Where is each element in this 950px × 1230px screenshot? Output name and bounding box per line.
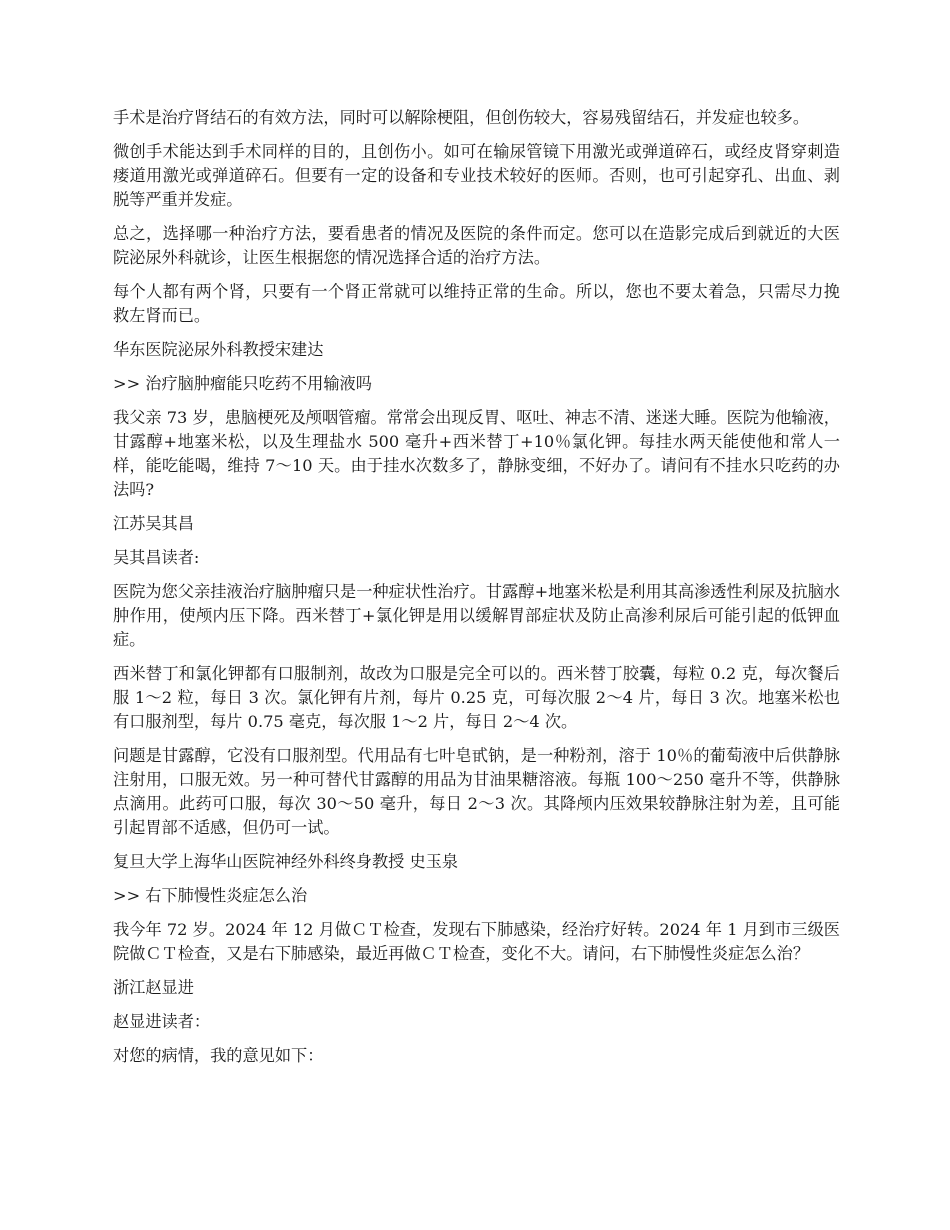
section-heading-lung: >> 右下肺慢性炎症怎么治 <box>113 886 308 905</box>
reader-name-2: 浙江赵显进 <box>113 978 194 997</box>
reader-question-1: 我父亲 73 岁，患脑梗死及颅咽管瘤。常常会出现反胃、呕吐、神志不清、迷迷大睡。医院为他输液，甘露醇+地塞米松，以及生理盐水 500 毫升+西米替丁+10％氯化钾。每挂水两天能使他和常人一样，能吃能喝，维持 7～10 天。由于挂水次数多了，静脉变细，不好办了。请问有不挂水只吃药的办法吗? <box>113 408 840 499</box>
paragraph-minimally-invasive: 微创手术能达到手术同样的目的，且创伤小。如可在输尿管镜下用激光或弹道碎石，或经皮肾穿刺造瘘道用激光或弹道碎石。但要有一定的设备和专业技术较好的医师。否则，也可引起穿孔、出血、剥脱等严重并发症。 <box>113 142 840 209</box>
author-signature-2: 复旦大学上海华山医院神经外科终身教授 史玉泉 <box>113 852 459 871</box>
answer-paragraph-2: 西米替丁和氯化钾都有口服制剂，故改为口服是完全可以的。西米替丁胶囊，每粒 0.2 克，每次餐后服 1～2 粒，每日 3 次。氯化钾有片剂，每片 0.25 克，可每次服 2～4 片，每日 3 次。地塞米松也有口服剂型，每片 0.75 毫克，每次服 1～2 片，每日 2～4 次。 <box>113 664 840 731</box>
answer-intro-2: 对您的病情，我的意见如下： <box>113 1046 324 1065</box>
paragraph-surgery-intro: 手术是治疗肾结石的有效方法，同时可以解除梗阻，但创伤较大，容易残留结石，并发症也较多。 <box>113 108 810 127</box>
document-page <box>113 106 840 1078</box>
reader-name-1: 江苏吴其昌 <box>113 514 194 533</box>
paragraph-kidney-advice: 每个人都有两个肾，只要有一个肾正常就可以维持正常的生命。所以，您也不要太着急，只需尽力挽救左肾而已。 <box>113 282 840 325</box>
paragraph-conclusion: 总之，选择哪一种治疗方法，要看患者的情况及医院的条件而定。您可以在造影完成后到就近的大医院泌尿外科就诊，让医生根据您的情况选择合适的治疗方法。 <box>113 224 840 267</box>
reader-salutation-2: 赵显进读者： <box>113 1012 211 1031</box>
answer-paragraph-1: 医院为您父亲挂液治疗脑肿瘤只是一种症状性治疗。甘露醇+地塞米松是利用其高渗透性利尿及抗脑水肿作用，使颅内压下降。西米替丁+氯化钾是用以缓解胃部症状及防止高渗利尿后可能引起的低钾血症。 <box>113 582 840 649</box>
answer-paragraph-3: 问题是甘露醇，它没有口服剂型。代用品有七叶皂甙钠，是一种粉剂，溶于 10％的葡萄液中后供静脉注射用，口服无效。另一种可替代甘露醇的用品为甘油果糖溶液。每瓶 100～250 毫升不等，供静脉点滴用。此药可口服，每次 30～50 毫升，每日 2～3 次。其降颅内压效果较静脉注射为差，且可能引起胃部不适感，但仍可一试。 <box>113 746 840 837</box>
section-heading-brain-tumor: >> 治疗脑肿瘤能只吃药不用输液吗 <box>113 374 372 393</box>
reader-salutation-1: 吴其昌读者: <box>113 548 200 567</box>
author-signature-1: 华东医院泌尿外科教授宋建达 <box>113 340 324 359</box>
reader-question-2: 我今年 72 岁。2024 年 12 月做ＣＴ检查，发现右下肺感染，经治疗好转。2024 年 1 月到市三级医院做ＣＴ检查，又是右下肺感染，最近再做ＣＴ检查，变化不大。请问，右下肺慢性炎症怎么治？ <box>113 920 840 963</box>
